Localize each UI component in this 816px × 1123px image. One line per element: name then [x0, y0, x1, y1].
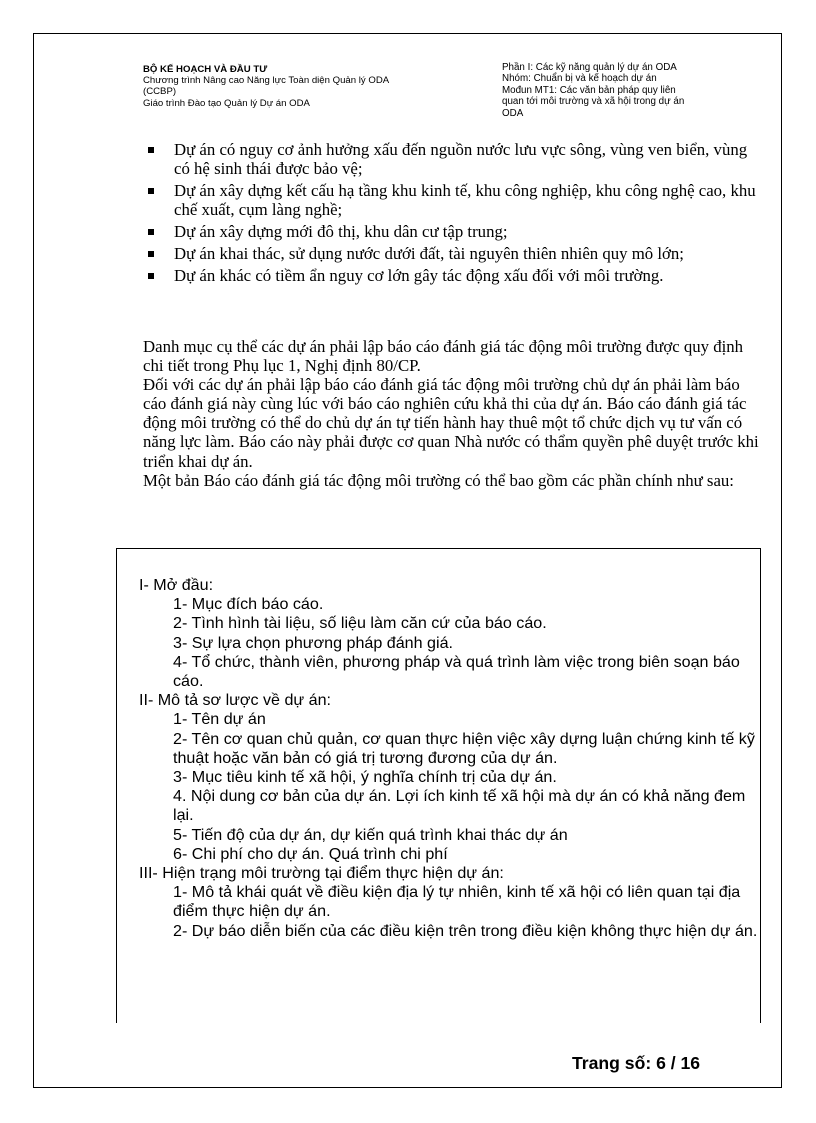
- outline-item: 6- Chi phí cho dự án. Quá trình chi phí: [173, 844, 448, 863]
- outline-item: 4- Tổ chức, thành viên, phương pháp và quá trình làm việc trong biên soạn báo cáo.: [173, 652, 740, 691]
- section-heading: II- Mô tả sơ lược về dự án:: [139, 691, 332, 710]
- module-label-line1: Mođun MT1: Các văn bản pháp quy liên: [502, 84, 676, 96]
- header-right: [502, 62, 742, 119]
- outline-item: 3- Sự lựa chọn phương pháp đánh giá.: [173, 633, 453, 652]
- bullet-item: [143, 222, 763, 241]
- group-label: Nhóm: Chuẩn bị và kế hoạch dự án: [502, 73, 657, 85]
- outline-item: 3- Mục tiêu kinh tế xã hội, ý nghĩa chính trị của dự án.: [173, 768, 557, 787]
- square-bullet-icon: [148, 273, 154, 279]
- outline-item: 1- Mục đích báo cáo.: [173, 595, 324, 614]
- module-label-line2: quan tới môi trường và xã hội trong dự án: [502, 96, 685, 108]
- part-label: Phần I: Các kỹ năng quản lý dự án ODA: [502, 62, 677, 73]
- outline-item: 5- Tiến độ của dự án, dự kiến quá trình khai thác dự án: [173, 825, 568, 844]
- square-bullet-icon: [148, 229, 154, 235]
- curriculum-name: Giáo trình Đào tạo Quản lý Dự án ODA: [143, 97, 310, 109]
- outline-item: 1- Tên dự án: [173, 710, 266, 729]
- module-label-line3: ODA: [502, 107, 524, 119]
- program-code: (CCBP): [143, 86, 177, 98]
- outline-item: 1- Mô tả khái quát về điều kiện địa lý tự nhiên, kinh tế xã hội có liên quan tại địa điểm thực hiện dự án.: [173, 883, 741, 921]
- paragraph-report-contents-intro: Một bản Báo cáo đánh giá tác động môi trường có thể bao gồm các phần chính như sau:: [143, 470, 734, 490]
- header-left: [143, 64, 473, 109]
- bullet-item: [143, 266, 763, 285]
- project-bullet-list: [143, 140, 763, 288]
- ministry-name: BỘ KẾ HOẠCH VÀ ĐẦU TƯ: [143, 64, 268, 75]
- outline-item: 2- Tên cơ quan chủ quản, cơ quan thực hiện việc xây dựng luận chứng kinh tế kỹ thuật hoặc văn bản có giá trị tương đương của dự án.: [173, 729, 755, 767]
- paragraph-list-reference: Danh mục cụ thể các dự án phải lập báo cáo đánh giá tác động môi trường được quy định chi tiết trong Phụ lục 1, Nghị định 80/CP.: [143, 337, 744, 376]
- bullet-item: [143, 181, 763, 219]
- page-number: Trang số: 6 / 16: [572, 1053, 701, 1073]
- bullet-text: Dự án khác có tiềm ẩn nguy cơ lớn gây tác động xấu đối với môi trường.: [174, 266, 664, 286]
- square-bullet-icon: [148, 188, 154, 194]
- outline-item: 2- Tình hình tài liệu, số liệu làm căn cứ của báo cáo.: [173, 614, 547, 633]
- bullet-item: [143, 140, 763, 178]
- report-outline: [139, 576, 759, 941]
- section-heading: I- Mở đầu:: [139, 576, 214, 594]
- section-heading: III- Hiện trạng môi trường tại điểm thực hiện dự án:: [139, 864, 504, 883]
- paragraph-report-requirement: Đối với các dự án phải lập báo cáo đánh giá tác động môi trường chủ dự án phải làm báo cáo đánh giá này cùng lúc với báo cáo nghiên cứu khả thi của dự án. Báo cáo đánh giá tác động môi trường có thể do chủ dự án tự tiến hành hay thuê một tổ chức dịch vụ tư vấn có năng lực làm. Báo cáo này phải được cơ quan Nhà nước có thẩm quyền phê duyệt trước khi triển khai dự án.: [143, 375, 759, 471]
- program-name: Chương trình Nâng cao Năng lực Toàn diện Quản lý ODA: [143, 75, 390, 87]
- bullet-item: [143, 244, 763, 263]
- bullet-text: Dự án xây dựng kết cấu hạ tầng khu kinh tế, khu công nghiệp, khu công nghệ cao, khu chế xuất, cụm làng nghề;: [174, 181, 756, 220]
- square-bullet-icon: [148, 251, 154, 257]
- body-text: [143, 337, 763, 490]
- bullet-text: Dự án xây dựng mới đô thị, khu dân cư tập trung;: [174, 222, 508, 242]
- bullet-text: Dự án khai thác, sử dụng nước dưới đất, tài nguyên thiên nhiên quy mô lớn;: [174, 244, 684, 264]
- outline-item: 4. Nội dung cơ bản của dự án. Lợi ích kinh tế xã hội mà dự án có khả năng đem lại.: [173, 787, 746, 825]
- square-bullet-icon: [148, 147, 154, 153]
- outline-item: 2- Dự báo diễn biến của các điều kiện trên trong điều kiện không thực hiện dự án.: [173, 921, 758, 940]
- bullet-text: Dự án có nguy cơ ảnh hưởng xấu đến nguồn nước lưu vực sông, vùng ven biển, vùng có hệ sinh thái được bảo vệ;: [174, 140, 748, 179]
